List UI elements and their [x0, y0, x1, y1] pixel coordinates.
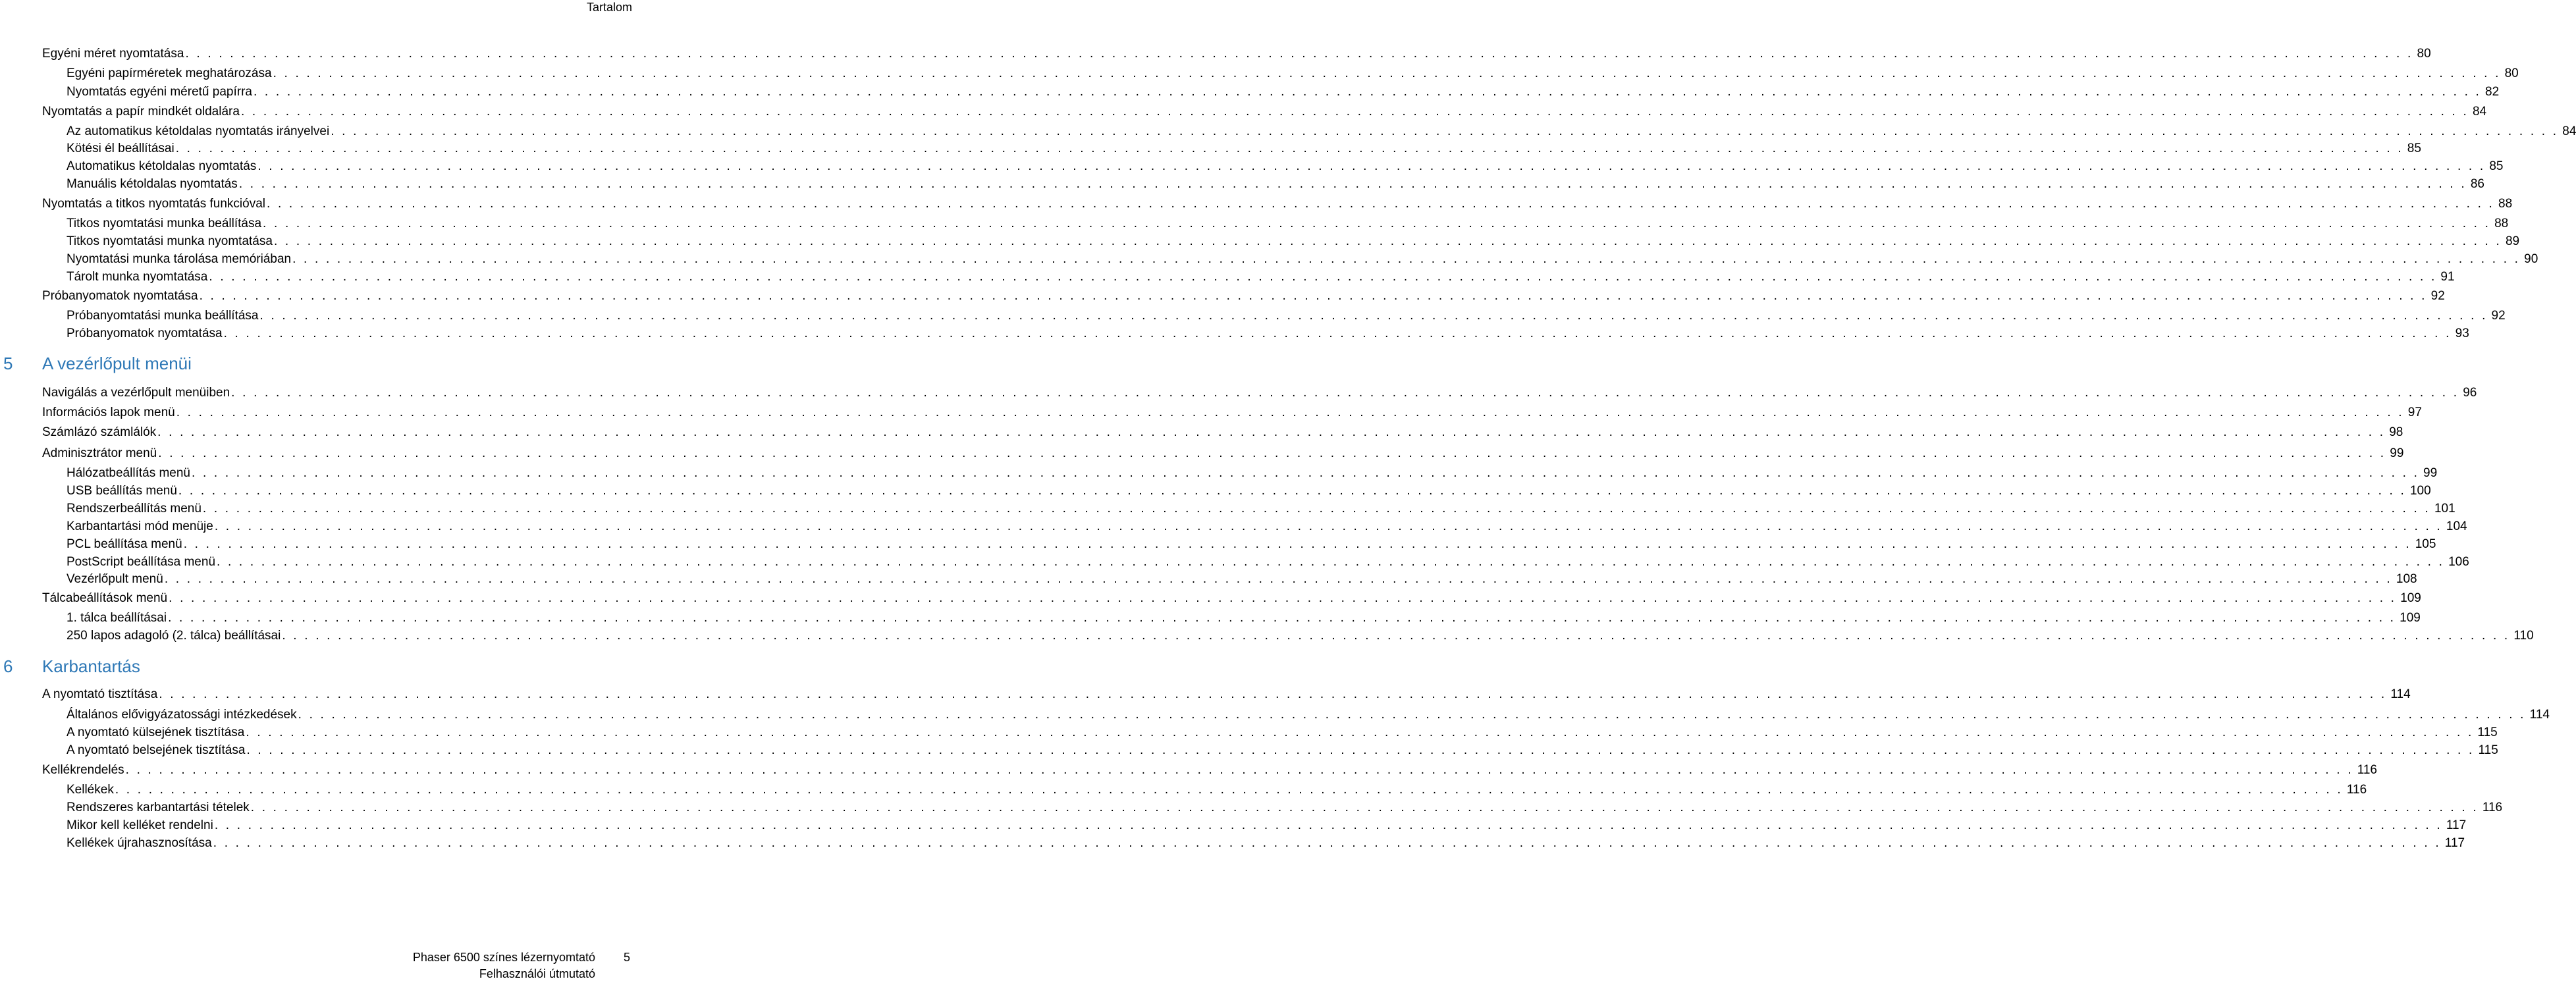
- dot-leader: . . . . . . . . . . . . . . . . . . . . . . . . . . . . . . . . . . . . . . . . . . . . . . . . . . . . . . . . . . . . . . . . . . . . . . . . . . . . . . . . . . . . . . . . . . . . . . . . . . . . . . . . . . . . . . . . . . . . . . . . . . . . . . . . . . . . . . . . . . . . . . . . . . . . . . . . . . . . . . . . . . . . . . . . . . . . . . . . . . . . . . . . . . . . . . . . . . . . . . . .: [273, 234, 2502, 248]
- dot-leader: . . . . . . . . . . . . . . . . . . . . . . . . . . . . . . . . . . . . . . . . . . . . . . . . . . . . . . . . . . . . . . . . . . . . . . . . . . . . . . . . . . . . . . . . . . . . . . . . . . . . . . . . . . . . . . . . . . . . . . . . . . . . . . . . . . . . . . . . . . . . . . . . . . . . . . . . . . . . . . . . . . . . . . . . . . . . . . . . . . . . . . . . . . . . . . . . . . . . . . . .: [246, 743, 2475, 757]
- toc-entry-title: Kötési él beállításai: [67, 142, 174, 155]
- toc-entry-title: Hálózatbeállítás menü: [67, 466, 190, 480]
- toc-entry-title: Navigálás a vezérlőpult menüiben: [42, 386, 230, 400]
- toc-page-number: 105: [2415, 537, 2436, 551]
- toc-entry-title: PCL beállítása menü: [67, 537, 182, 551]
- dot-leader: . . . . . . . . . . . . . . . . . . . . . . . . . . . . . . . . . . . . . . . . . . . . . . . . . . . . . . . . . . . . . . . . . . . . . . . . . . . . . . . . . . . . . . . . . . . . . . . . . . . . . . . . . . . . . . . . . . . . . . . . . . . . . . . . . . . . . . . . . . . . . . . . . . . . . . . . . . . . . . . . . . . . . . . . . . . . . . . . . . . . . . . . . . . . . . . . . . . . . . . .: [185, 47, 2413, 61]
- toc-entry[interactable]: [42, 196, 2513, 212]
- toc-entry-title: Karbantartási mód menüje: [67, 519, 213, 533]
- toc-subentry[interactable]: [67, 326, 2469, 342]
- dot-leader: . . . . . . . . . . . . . . . . . . . . . . . . . . . . . . . . . . . . . . . . . . . . . . . . . . . . . . . . . . . . . . . . . . . . . . . . . . . . . . . . . . . . . . . . . . . . . . . . . . . . . . . . . . . . . . . . . . . . . . . . . . . . . . . . . . . . . . . . . . . . . . . . . . . . . . . . . . . . . . . . . . . . . . . . . . . . . . . . . . . . . . . . . . . . . . . . . . . . . . . .: [298, 708, 2526, 722]
- toc-page-number: 86: [2470, 177, 2484, 191]
- toc-subentry[interactable]: [67, 465, 2438, 481]
- toc-page-number: 110: [2513, 629, 2534, 643]
- toc-entry-title: Kellékek újrahasznosítása: [67, 836, 212, 850]
- toc-subentry[interactable]: [67, 571, 2417, 587]
- chapter-heading: [0, 655, 632, 677]
- toc-entry[interactable]: [42, 687, 2411, 703]
- toc-subentry[interactable]: [67, 628, 2534, 644]
- toc-subentry[interactable]: [67, 501, 2455, 517]
- toc-page-number: 84: [2562, 124, 2576, 138]
- dot-leader: . . . . . . . . . . . . . . . . . . . . . . . . . . . . . . . . . . . . . . . . . . . . . . . . . . . . . . . . . . . . . . . . . . . . . . . . . . . . . . . . . . . . . . . . . . . . . . . . . . . . . . . . . . . . . . . . . . . . . . . . . . . . . . . . . . . . . . . . . . . . . . . . . . . . . . . . . . . . . . . . . . . . . . . . . . . . . . . . . . . . . . . . . . . . . . . . . . . . . . . .: [273, 66, 2501, 80]
- toc-subentry[interactable]: [67, 124, 2576, 140]
- toc-subentry[interactable]: [67, 835, 2465, 851]
- dot-leader: . . . . . . . . . . . . . . . . . . . . . . . . . . . . . . . . . . . . . . . . . . . . . . . . . . . . . . . . . . . . . . . . . . . . . . . . . . . . . . . . . . . . . . . . . . . . . . . . . . . . . . . . . . . . . . . . . . . . . . . . . . . . . . . . . . . . . . . . . . . . . . . . . . . . . . . . . . . . . . . . . . . . . . . . . . . . . . . . . . . . . . . . . . . . . . . . . . . . . . . .: [213, 836, 2441, 850]
- toc-page-number: 115: [2477, 726, 2498, 739]
- toc-subentry[interactable]: [67, 800, 2503, 816]
- chapter-title: A vezérlőpult menüi: [42, 354, 192, 373]
- toc-entry-title: Próbanyomatok nyomtatása: [42, 289, 198, 303]
- toc-entry-title: Az automatikus kétoldalas nyomtatás irányelvei: [67, 124, 330, 138]
- dot-leader: . . . . . . . . . . . . . . . . . . . . . . . . . . . . . . . . . . . . . . . . . . . . . . . . . . . . . . . . . . . . . . . . . . . . . . . . . . . . . . . . . . . . . . . . . . . . . . . . . . . . . . . . . . . . . . . . . . . . . . . . . . . . . . . . . . . . . . . . . . . . . . . . . . . . . . . . . . . . . . . . . . . . . . . . . . . . . . . . . . . . . . . . . . . . . . . . . . . . . . . .: [217, 555, 2445, 569]
- toc-entry-title: PostScript beállítása menü: [67, 555, 216, 569]
- toc-entry-title: Próbanyomtatási munka beállítása: [67, 309, 259, 323]
- toc-subentry[interactable]: [67, 818, 2467, 834]
- dot-leader: . . . . . . . . . . . . . . . . . . . . . . . . . . . . . . . . . . . . . . . . . . . . . . . . . . . . . . . . . . . . . . . . . . . . . . . . . . . . . . . . . . . . . . . . . . . . . . . . . . . . . . . . . . . . . . . . . . . . . . . . . . . . . . . . . . . . . . . . . . . . . . . . . . . . . . . . . . . . . . . . . . . . . . . . . . . . . . . . . . . . . . . . . . . . . . . . . . . . . . . .: [115, 783, 2343, 797]
- toc-page-number: 99: [2390, 446, 2404, 460]
- toc-page-number: 114: [2529, 708, 2550, 722]
- dot-leader: . . . . . . . . . . . . . . . . . . . . . . . . . . . . . . . . . . . . . . . . . . . . . . . . . . . . . . . . . . . . . . . . . . . . . . . . . . . . . . . . . . . . . . . . . . . . . . . . . . . . . . . . . . . . . . . . . . . . . . . . . . . . . . . . . . . . . . . . . . . . . . . . . . . . . . . . . . . . . . . . . . . . . . . . . . . . . . . . . . . . . . . . . . . . . . . . . . . . . . . .: [183, 537, 2411, 551]
- dot-leader: . . . . . . . . . . . . . . . . . . . . . . . . . . . . . . . . . . . . . . . . . . . . . . . . . . . . . . . . . . . . . . . . . . . . . . . . . . . . . . . . . . . . . . . . . . . . . . . . . . . . . . . . . . . . . . . . . . . . . . . . . . . . . . . . . . . . . . . . . . . . . . . . . . . . . . . . . . . . . . . . . . . . . . . . . . . . . . . . . . . . . . . . . . . . . . . . . . . . . . . .: [175, 142, 2403, 155]
- toc-subentry[interactable]: [67, 554, 2469, 570]
- toc-entry-title: Mikor kell kelléket rendelni: [67, 818, 213, 832]
- dot-leader: . . . . . . . . . . . . . . . . . . . . . . . . . . . . . . . . . . . . . . . . . . . . . . . . . . . . . . . . . . . . . . . . . . . . . . . . . . . . . . . . . . . . . . . . . . . . . . . . . . . . . . . . . . . . . . . . . . . . . . . . . . . . . . . . . . . . . . . . . . . . . . . . . . . . . . . . . . . . . . . . . . . . . . . . . . . . . . . . . . . . . . . . . . . . . . . . . . . . . . . .: [231, 386, 2459, 400]
- toc-entry-title: Információs lapok menü: [42, 406, 175, 419]
- toc-page-number: 104: [2446, 519, 2467, 533]
- dot-leader: . . . . . . . . . . . . . . . . . . . . . . . . . . . . . . . . . . . . . . . . . . . . . . . . . . . . . . . . . . . . . . . . . . . . . . . . . . . . . . . . . . . . . . . . . . . . . . . . . . . . . . . . . . . . . . . . . . . . . . . . . . . . . . . . . . . . . . . . . . . . . . . . . . . . . . . . . . . . . . . . . . . . . . . . . . . . . . . . . . . . . . . . . . . . . . . . . . . . . . . .: [246, 726, 2474, 739]
- toc-subentry[interactable]: [67, 725, 2498, 741]
- dot-leader: . . . . . . . . . . . . . . . . . . . . . . . . . . . . . . . . . . . . . . . . . . . . . . . . . . . . . . . . . . . . . . . . . . . . . . . . . . . . . . . . . . . . . . . . . . . . . . . . . . . . . . . . . . . . . . . . . . . . . . . . . . . . . . . . . . . . . . . . . . . . . . . . . . . . . . . . . . . . . . . . . . . . . . . . . . . . . . . . . . . . . . . . . . . . . . . . . . . . . . . .: [257, 159, 2486, 173]
- toc-subentry[interactable]: [67, 707, 2550, 723]
- toc-entry[interactable]: [42, 425, 2403, 440]
- toc-entry[interactable]: [42, 405, 2422, 421]
- dot-leader: . . . . . . . . . . . . . . . . . . . . . . . . . . . . . . . . . . . . . . . . . . . . . . . . . . . . . . . . . . . . . . . . . . . . . . . . . . . . . . . . . . . . . . . . . . . . . . . . . . . . . . . . . . . . . . . . . . . . . . . . . . . . . . . . . . . . . . . . . . . . . . . . . . . . . . . . . . . . . . . . . . . . . . . . . . . . . . . . . . . . . . . . . . . . . . . . . . . . . . . .: [259, 309, 2488, 323]
- toc-page-number: 114: [2390, 687, 2411, 701]
- dot-leader: . . . . . . . . . . . . . . . . . . . . . . . . . . . . . . . . . . . . . . . . . . . . . . . . . . . . . . . . . . . . . . . . . . . . . . . . . . . . . . . . . . . . . . . . . . . . . . . . . . . . . . . . . . . . . . . . . . . . . . . . . . . . . . . . . . . . . . . . . . . . . . . . . . . . . . . . . . . . . . . . . . . . . . . . . . . . . . . . . . . . . . . . . . . . . . . . . . . . . . . .: [214, 519, 2442, 533]
- toc-subentry[interactable]: [67, 308, 2506, 324]
- toc-subentry[interactable]: [67, 782, 2367, 798]
- toc-page-number: 99: [2423, 466, 2438, 480]
- dot-leader: . . . . . . . . . . . . . . . . . . . . . . . . . . . . . . . . . . . . . . . . . . . . . . . . . . . . . . . . . . . . . . . . . . . . . . . . . . . . . . . . . . . . . . . . . . . . . . . . . . . . . . . . . . . . . . . . . . . . . . . . . . . . . . . . . . . . . . . . . . . . . . . . . . . . . . . . . . . . . . . . . . . . . . . . . . . . . . . . . . . . . . . . . . . . . . . . . . . . . . . .: [331, 124, 2559, 138]
- toc-subentry[interactable]: [67, 252, 2538, 267]
- toc-entry-title: Általános elővigyázatossági intézkedések: [67, 708, 297, 722]
- toc-subentry[interactable]: [67, 269, 2455, 285]
- dot-leader: . . . . . . . . . . . . . . . . . . . . . . . . . . . . . . . . . . . . . . . . . . . . . . . . . . . . . . . . . . . . . . . . . . . . . . . . . . . . . . . . . . . . . . . . . . . . . . . . . . . . . . . . . . . . . . . . . . . . . . . . . . . . . . . . . . . . . . . . . . . . . . . . . . . . . . . . . . . . . . . . . . . . . . . . . . . . . . . . . . . . . . . . . . . . . . . . . . . . . . . .: [169, 591, 2397, 605]
- dot-leader: . . . . . . . . . . . . . . . . . . . . . . . . . . . . . . . . . . . . . . . . . . . . . . . . . . . . . . . . . . . . . . . . . . . . . . . . . . . . . . . . . . . . . . . . . . . . . . . . . . . . . . . . . . . . . . . . . . . . . . . . . . . . . . . . . . . . . . . . . . . . . . . . . . . . . . . . . . . . . . . . . . . . . . . . . . . . . . . . . . . . . . . . . . . . . . . . . . . . . . . .: [266, 197, 2495, 211]
- running-header: Tartalom: [586, 1, 632, 14]
- toc-entry-title: 250 lapos adagoló (2. tálca) beállításai: [67, 629, 281, 643]
- toc-subentry[interactable]: [67, 519, 2467, 535]
- toc-entry-title: Nyomtatás egyéni méretű papírra: [67, 85, 252, 99]
- toc-subentry[interactable]: [67, 141, 2421, 157]
- toc-page-number: 109: [2400, 611, 2421, 625]
- toc-entry-title: Tárolt munka nyomtatása: [67, 270, 208, 284]
- toc-page-number: 92: [2430, 289, 2445, 303]
- toc-entry-title: Automatikus kétoldalas nyomtatás: [67, 159, 257, 173]
- toc-page-number: 91: [2440, 270, 2455, 284]
- toc-entry-title: 1. tálca beállításai: [67, 611, 167, 625]
- toc-page-number: 92: [2491, 309, 2506, 323]
- toc-page-number: 93: [2455, 327, 2469, 340]
- toc-entry-title: Kellékek: [67, 783, 114, 797]
- toc-entry-title: Kellékrendelés: [42, 763, 124, 777]
- toc-subentry[interactable]: [67, 234, 2520, 250]
- toc-page-number: 117: [2446, 818, 2467, 832]
- toc-entry-title: Rendszeres karbantartási tételek: [67, 801, 250, 814]
- toc-subentry[interactable]: [67, 176, 2484, 192]
- page-number: 5: [623, 951, 630, 964]
- chapter-number: 6: [3, 656, 13, 676]
- toc-page-number: 84: [2472, 105, 2487, 119]
- toc-subentry[interactable]: [67, 537, 2436, 552]
- toc-entry[interactable]: [42, 104, 2487, 120]
- dot-leader: . . . . . . . . . . . . . . . . . . . . . . . . . . . . . . . . . . . . . . . . . . . . . . . . . . . . . . . . . . . . . . . . . . . . . . . . . . . . . . . . . . . . . . . . . . . . . . . . . . . . . . . . . . . . . . . . . . . . . . . . . . . . . . . . . . . . . . . . . . . . . . . . . . . . . . . . . . . . . . . . . . . . . . . . . . . . . . . . . . . . . . . . . . . . . . . . . . . . . . . .: [282, 629, 2510, 643]
- dot-leader: . . . . . . . . . . . . . . . . . . . . . . . . . . . . . . . . . . . . . . . . . . . . . . . . . . . . . . . . . . . . . . . . . . . . . . . . . . . . . . . . . . . . . . . . . . . . . . . . . . . . . . . . . . . . . . . . . . . . . . . . . . . . . . . . . . . . . . . . . . . . . . . . . . . . . . . . . . . . . . . . . . . . . . . . . . . . . . . . . . . . . . . . . . . . . . . . . . . . . . . .: [176, 406, 2404, 419]
- footer-product: Phaser 6500 színes lézernyomtató: [412, 951, 595, 964]
- dot-leader: . . . . . . . . . . . . . . . . . . . . . . . . . . . . . . . . . . . . . . . . . . . . . . . . . . . . . . . . . . . . . . . . . . . . . . . . . . . . . . . . . . . . . . . . . . . . . . . . . . . . . . . . . . . . . . . . . . . . . . . . . . . . . . . . . . . . . . . . . . . . . . . . . . . . . . . . . . . . . . . . . . . . . . . . . . . . . . . . . . . . . . . . . . . . . . . . . . . . . . . .: [157, 425, 2386, 439]
- toc-entry[interactable]: [42, 288, 2445, 304]
- dot-leader: . . . . . . . . . . . . . . . . . . . . . . . . . . . . . . . . . . . . . . . . . . . . . . . . . . . . . . . . . . . . . . . . . . . . . . . . . . . . . . . . . . . . . . . . . . . . . . . . . . . . . . . . . . . . . . . . . . . . . . . . . . . . . . . . . . . . . . . . . . . . . . . . . . . . . . . . . . . . . . . . . . . . . . . . . . . . . . . . . . . . . . . . . . . . . . . . . . . . . . . .: [209, 270, 2437, 284]
- toc-page-number: 100: [2409, 484, 2431, 498]
- toc-entry-title: Próbanyomatok nyomtatása: [67, 327, 223, 340]
- toc-page-number: 82: [2485, 85, 2500, 99]
- dot-leader: . . . . . . . . . . . . . . . . . . . . . . . . . . . . . . . . . . . . . . . . . . . . . . . . . . . . . . . . . . . . . . . . . . . . . . . . . . . . . . . . . . . . . . . . . . . . . . . . . . . . . . . . . . . . . . . . . . . . . . . . . . . . . . . . . . . . . . . . . . . . . . . . . . . . . . . . . . . . . . . . . . . . . . . . . . . . . . . . . . . . . . . . . . . . . . . . . . . . . . . .: [168, 611, 2396, 625]
- toc-entry[interactable]: [42, 762, 2377, 778]
- toc-entry-title: Nyomtatás a titkos nyomtatás funkcióval: [42, 197, 265, 211]
- toc-page-number: 101: [2434, 502, 2455, 516]
- toc-subentry[interactable]: [67, 84, 2500, 100]
- toc-page-number: 109: [2400, 591, 2421, 605]
- toc-page-number: 88: [2494, 217, 2509, 230]
- dot-leader: . . . . . . . . . . . . . . . . . . . . . . . . . . . . . . . . . . . . . . . . . . . . . . . . . . . . . . . . . . . . . . . . . . . . . . . . . . . . . . . . . . . . . . . . . . . . . . . . . . . . . . . . . . . . . . . . . . . . . . . . . . . . . . . . . . . . . . . . . . . . . . . . . . . . . . . . . . . . . . . . . . . . . . . . . . . . . . . . . . . . . . . . . . . . . . . . . . . . . . . .: [199, 289, 2427, 303]
- chapter-number: 5: [3, 354, 13, 373]
- toc-entry-title: Vezérlőpult menü: [67, 572, 163, 586]
- toc-page-number: 98: [2389, 425, 2403, 439]
- dot-leader: . . . . . . . . . . . . . . . . . . . . . . . . . . . . . . . . . . . . . . . . . . . . . . . . . . . . . . . . . . . . . . . . . . . . . . . . . . . . . . . . . . . . . . . . . . . . . . . . . . . . . . . . . . . . . . . . . . . . . . . . . . . . . . . . . . . . . . . . . . . . . . . . . . . . . . . . . . . . . . . . . . . . . . . . . . . . . . . . . . . . . . . . . . . . . . . . . . . . . . . .: [159, 687, 2387, 701]
- toc-entry-title: Adminisztrátor menü: [42, 446, 157, 460]
- toc-entry[interactable]: [42, 46, 2431, 62]
- toc-entry-title: Számlázó számlálók: [42, 425, 157, 439]
- toc-entry-title: Egyéni méret nyomtatása: [42, 47, 184, 61]
- dot-leader: . . . . . . . . . . . . . . . . . . . . . . . . . . . . . . . . . . . . . . . . . . . . . . . . . . . . . . . . . . . . . . . . . . . . . . . . . . . . . . . . . . . . . . . . . . . . . . . . . . . . . . . . . . . . . . . . . . . . . . . . . . . . . . . . . . . . . . . . . . . . . . . . . . . . . . . . . . . . . . . . . . . . . . . . . . . . . . . . . . . . . . . . . . . . . . . . . . . . . . . .: [125, 763, 2353, 777]
- dot-leader: . . . . . . . . . . . . . . . . . . . . . . . . . . . . . . . . . . . . . . . . . . . . . . . . . . . . . . . . . . . . . . . . . . . . . . . . . . . . . . . . . . . . . . . . . . . . . . . . . . . . . . . . . . . . . . . . . . . . . . . . . . . . . . . . . . . . . . . . . . . . . . . . . . . . . . . . . . . . . . . . . . . . . . . . . . . . . . . . . . . . . . . . . . . . . . . . . . . . . . . .: [202, 502, 2430, 516]
- dot-leader: . . . . . . . . . . . . . . . . . . . . . . . . . . . . . . . . . . . . . . . . . . . . . . . . . . . . . . . . . . . . . . . . . . . . . . . . . . . . . . . . . . . . . . . . . . . . . . . . . . . . . . . . . . . . . . . . . . . . . . . . . . . . . . . . . . . . . . . . . . . . . . . . . . . . . . . . . . . . . . . . . . . . . . . . . . . . . . . . . . . . . . . . . . . . . . . . . . . . . . . .: [238, 177, 2467, 191]
- dot-leader: . . . . . . . . . . . . . . . . . . . . . . . . . . . . . . . . . . . . . . . . . . . . . . . . . . . . . . . . . . . . . . . . . . . . . . . . . . . . . . . . . . . . . . . . . . . . . . . . . . . . . . . . . . . . . . . . . . . . . . . . . . . . . . . . . . . . . . . . . . . . . . . . . . . . . . . . . . . . . . . . . . . . . . . . . . . . . . . . . . . . . . . . . . . . . . . . . . . . . . . .: [214, 818, 2442, 832]
- dot-leader: . . . . . . . . . . . . . . . . . . . . . . . . . . . . . . . . . . . . . . . . . . . . . . . . . . . . . . . . . . . . . . . . . . . . . . . . . . . . . . . . . . . . . . . . . . . . . . . . . . . . . . . . . . . . . . . . . . . . . . . . . . . . . . . . . . . . . . . . . . . . . . . . . . . . . . . . . . . . . . . . . . . . . . . . . . . . . . . . . . . . . . . . . . . . . . . . . . . . . . . .: [223, 327, 2452, 340]
- dot-leader: . . . . . . . . . . . . . . . . . . . . . . . . . . . . . . . . . . . . . . . . . . . . . . . . . . . . . . . . . . . . . . . . . . . . . . . . . . . . . . . . . . . . . . . . . . . . . . . . . . . . . . . . . . . . . . . . . . . . . . . . . . . . . . . . . . . . . . . . . . . . . . . . . . . . . . . . . . . . . . . . . . . . . . . . . . . . . . . . . . . . . . . . . . . . . . . . . . . . . . . .: [292, 252, 2521, 266]
- toc-entry-title: Titkos nyomtatási munka nyomtatása: [67, 234, 273, 248]
- dot-leader: . . . . . . . . . . . . . . . . . . . . . . . . . . . . . . . . . . . . . . . . . . . . . . . . . . . . . . . . . . . . . . . . . . . . . . . . . . . . . . . . . . . . . . . . . . . . . . . . . . . . . . . . . . . . . . . . . . . . . . . . . . . . . . . . . . . . . . . . . . . . . . . . . . . . . . . . . . . . . . . . . . . . . . . . . . . . . . . . . . . . . . . . . . . . . . . . . . . . . . . .: [263, 217, 2491, 230]
- toc-entry-title: Titkos nyomtatási munka beállítása: [67, 217, 262, 230]
- toc-page-number: 89: [2505, 234, 2520, 248]
- toc-entry[interactable]: [42, 446, 2404, 462]
- toc-entry[interactable]: [42, 385, 2477, 401]
- toc-page-number: 116: [2357, 763, 2377, 777]
- chapter-heading: [0, 352, 632, 375]
- toc-page-number: 108: [2396, 572, 2417, 586]
- toc-page-number: 80: [2504, 66, 2519, 80]
- toc-page-number: 90: [2524, 252, 2538, 266]
- toc-entry-title: Egyéni papírméretek meghatározása: [67, 66, 272, 80]
- toc-page-number: 85: [2407, 142, 2421, 155]
- toc-subentry[interactable]: [67, 483, 2431, 499]
- toc-entry[interactable]: [42, 591, 2421, 606]
- dot-leader: . . . . . . . . . . . . . . . . . . . . . . . . . . . . . . . . . . . . . . . . . . . . . . . . . . . . . . . . . . . . . . . . . . . . . . . . . . . . . . . . . . . . . . . . . . . . . . . . . . . . . . . . . . . . . . . . . . . . . . . . . . . . . . . . . . . . . . . . . . . . . . . . . . . . . . . . . . . . . . . . . . . . . . . . . . . . . . . . . . . . . . . . . . . . . . . . . . . . . . . .: [253, 85, 2482, 99]
- dot-leader: . . . . . . . . . . . . . . . . . . . . . . . . . . . . . . . . . . . . . . . . . . . . . . . . . . . . . . . . . . . . . . . . . . . . . . . . . . . . . . . . . . . . . . . . . . . . . . . . . . . . . . . . . . . . . . . . . . . . . . . . . . . . . . . . . . . . . . . . . . . . . . . . . . . . . . . . . . . . . . . . . . . . . . . . . . . . . . . . . . . . . . . . . . . . . . . . . . . . . . . .: [158, 446, 2386, 460]
- dot-leader: . . . . . . . . . . . . . . . . . . . . . . . . . . . . . . . . . . . . . . . . . . . . . . . . . . . . . . . . . . . . . . . . . . . . . . . . . . . . . . . . . . . . . . . . . . . . . . . . . . . . . . . . . . . . . . . . . . . . . . . . . . . . . . . . . . . . . . . . . . . . . . . . . . . . . . . . . . . . . . . . . . . . . . . . . . . . . . . . . . . . . . . . . . . . . . . . . . . . . . . .: [250, 801, 2479, 814]
- toc-subentry[interactable]: [67, 743, 2498, 758]
- toc-page-number: 106: [2448, 555, 2469, 569]
- toc-subentry[interactable]: [67, 159, 2504, 174]
- toc-page-number: 116: [2346, 783, 2367, 797]
- toc-entry-title: Nyomtatás a papír mindkét oldalára: [42, 105, 240, 119]
- toc-entry-title: Manuális kétoldalas nyomtatás: [67, 177, 238, 191]
- dot-leader: . . . . . . . . . . . . . . . . . . . . . . . . . . . . . . . . . . . . . . . . . . . . . . . . . . . . . . . . . . . . . . . . . . . . . . . . . . . . . . . . . . . . . . . . . . . . . . . . . . . . . . . . . . . . . . . . . . . . . . . . . . . . . . . . . . . . . . . . . . . . . . . . . . . . . . . . . . . . . . . . . . . . . . . . . . . . . . . . . . . . . . . . . . . . . . . . . . . . . . . .: [178, 484, 2406, 498]
- toc-page-number: 117: [2444, 836, 2465, 850]
- toc-page-number: 80: [2417, 47, 2431, 61]
- toc-entry-title: A nyomtató külsejének tisztítása: [67, 726, 245, 739]
- toc-subentry[interactable]: [67, 216, 2509, 232]
- toc-page-number: 85: [2489, 159, 2504, 173]
- toc-entry-title: A nyomtató belsejének tisztítása: [67, 743, 246, 757]
- dot-leader: . . . . . . . . . . . . . . . . . . . . . . . . . . . . . . . . . . . . . . . . . . . . . . . . . . . . . . . . . . . . . . . . . . . . . . . . . . . . . . . . . . . . . . . . . . . . . . . . . . . . . . . . . . . . . . . . . . . . . . . . . . . . . . . . . . . . . . . . . . . . . . . . . . . . . . . . . . . . . . . . . . . . . . . . . . . . . . . . . . . . . . . . . . . . . . . . . . . . . . . .: [164, 572, 2392, 586]
- toc-page-number: 115: [2478, 743, 2498, 757]
- toc-entry-title: A nyomtató tisztítása: [42, 687, 158, 701]
- toc-entry-title: USB beállítás menü: [67, 484, 177, 498]
- toc-page-number: 116: [2482, 801, 2503, 814]
- toc-subentry[interactable]: [67, 66, 2519, 82]
- toc-page-number: 97: [2407, 406, 2422, 419]
- toc-subentry[interactable]: [67, 610, 2421, 626]
- toc-entry-title: Tálcabeállítások menü: [42, 591, 168, 605]
- toc-page-number: 96: [2463, 386, 2477, 400]
- toc-entry-title: Nyomtatási munka tárolása memóriában: [67, 252, 292, 266]
- chapter-title: Karbantartás: [42, 656, 140, 676]
- dot-leader: . . . . . . . . . . . . . . . . . . . . . . . . . . . . . . . . . . . . . . . . . . . . . . . . . . . . . . . . . . . . . . . . . . . . . . . . . . . . . . . . . . . . . . . . . . . . . . . . . . . . . . . . . . . . . . . . . . . . . . . . . . . . . . . . . . . . . . . . . . . . . . . . . . . . . . . . . . . . . . . . . . . . . . . . . . . . . . . . . . . . . . . . . . . . . . . . . . . . . . . .: [192, 466, 2420, 480]
- dot-leader: . . . . . . . . . . . . . . . . . . . . . . . . . . . . . . . . . . . . . . . . . . . . . . . . . . . . . . . . . . . . . . . . . . . . . . . . . . . . . . . . . . . . . . . . . . . . . . . . . . . . . . . . . . . . . . . . . . . . . . . . . . . . . . . . . . . . . . . . . . . . . . . . . . . . . . . . . . . . . . . . . . . . . . . . . . . . . . . . . . . . . . . . . . . . . . . . . . . . . . . .: [240, 105, 2469, 119]
- toc-page-number: 88: [2498, 197, 2513, 211]
- toc-entry-title: Rendszerbeállítás menü: [67, 502, 201, 516]
- footer-guide: Felhasználói útmutató: [479, 967, 595, 980]
